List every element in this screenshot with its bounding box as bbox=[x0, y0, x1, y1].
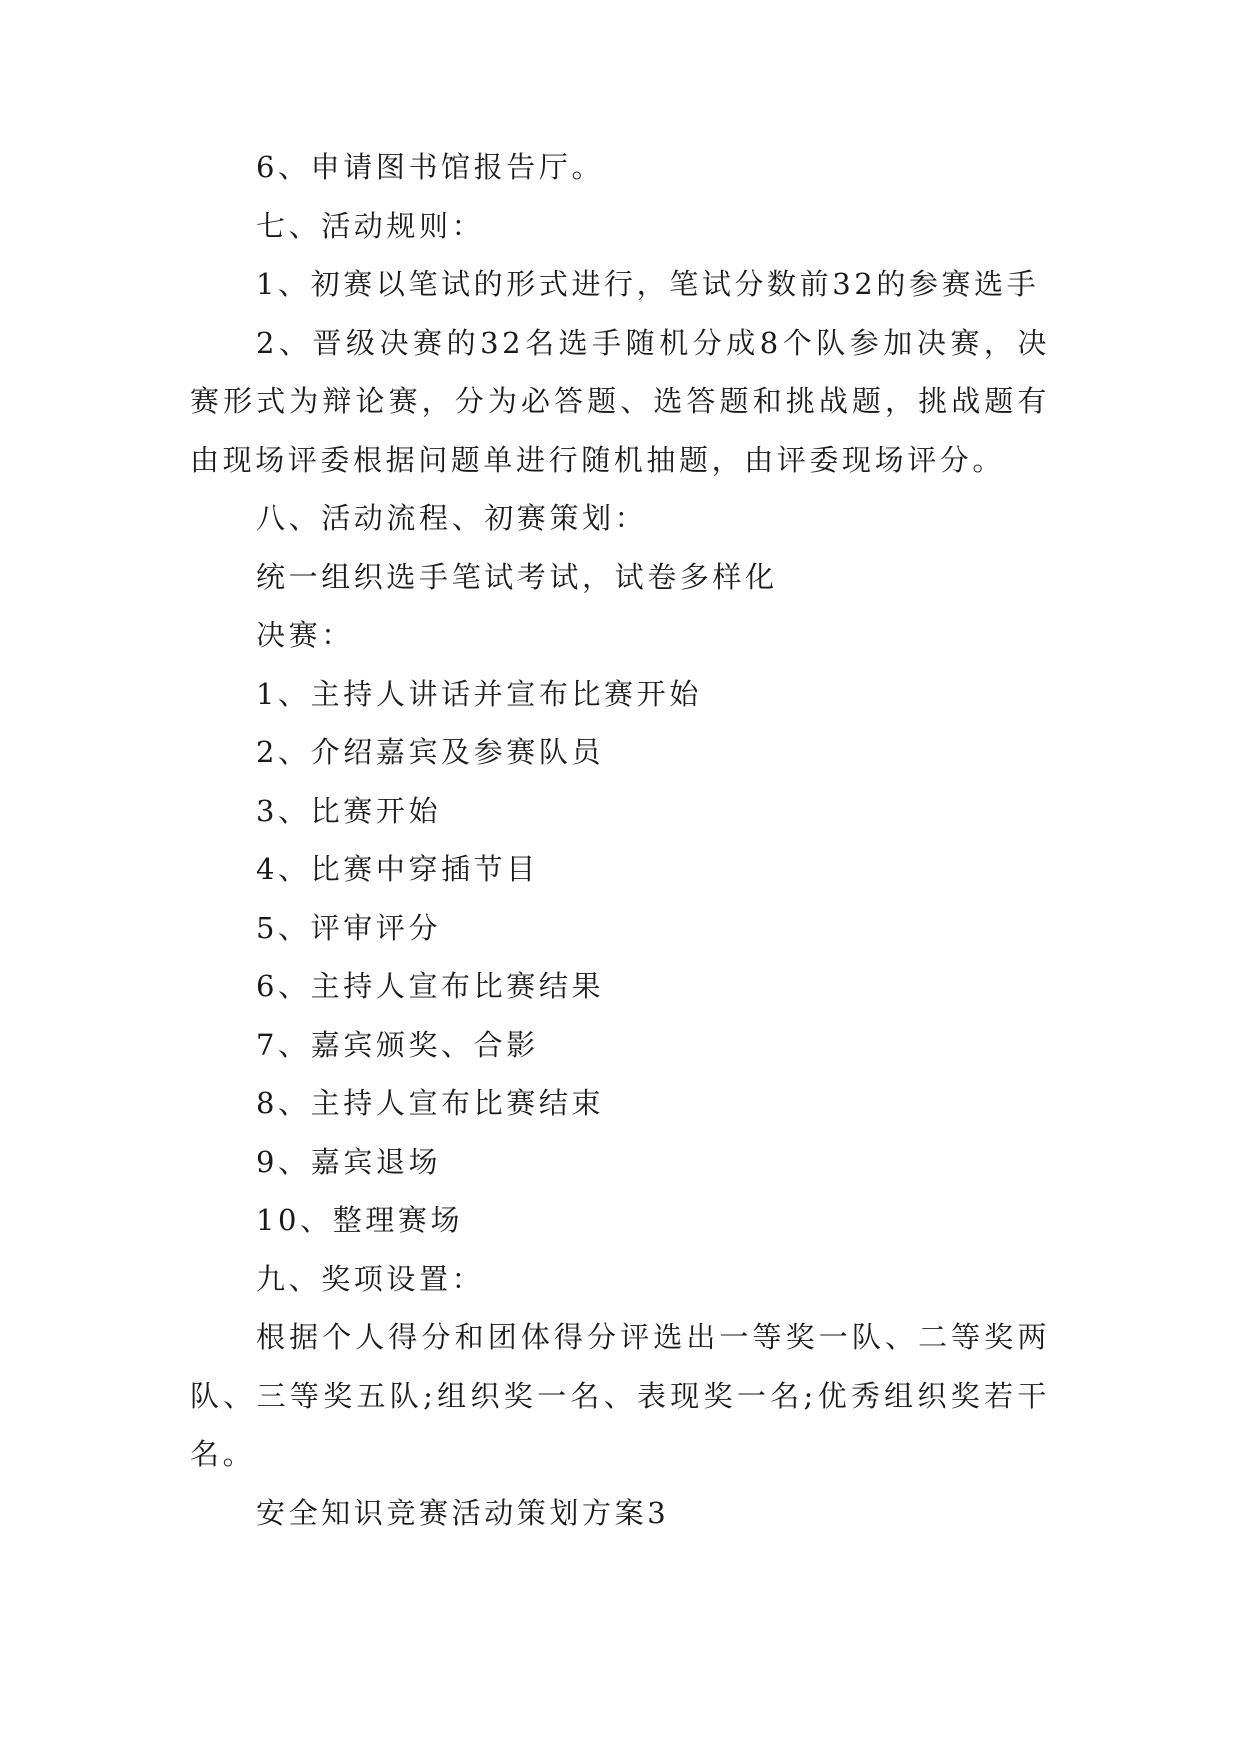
list-item: 9、嘉宾退场 bbox=[256, 1144, 442, 1179]
list-item: 3、比赛开始 bbox=[256, 793, 442, 828]
paragraph: 决赛： bbox=[256, 618, 354, 652]
section-heading: 八、活动流程、初赛策划： bbox=[256, 501, 648, 535]
list-item: 5、评审评分 bbox=[256, 910, 442, 945]
document-body bbox=[190, 138, 1050, 1542]
list-item: 10、整理赛场 bbox=[256, 1203, 464, 1237]
paragraph: 2、晋级决赛的32名选手随机分成8个队参加决赛，决赛形式为辩论赛，分为必答题、选答题和挑战题，挑战题有由现场评委根据问题单进行随机抽题，由评委现场评分。 bbox=[190, 325, 1050, 477]
section-heading: 九、奖项设置： bbox=[256, 1261, 485, 1296]
list-item: 7、嘉宾颁奖、合影 bbox=[256, 1027, 539, 1062]
document-title: 安全知识竞赛活动策划方案3 bbox=[256, 1495, 670, 1530]
list-item: 2、介绍嘉宾及参赛队员 bbox=[256, 735, 605, 769]
list-item: 8、主持人宣布比赛结束 bbox=[256, 1086, 605, 1120]
paragraph: 统一组织选手笔试考试，试卷多样化 bbox=[256, 559, 778, 594]
list-item: 4、比赛中穿插节目 bbox=[256, 852, 539, 886]
paragraph: 根据个人得分和团体得分评选出一等奖一队、二等奖两队、三等奖五队;组织奖一名、表现奖一名;优秀组织奖若干名。 bbox=[190, 1320, 1050, 1471]
list-item: 1、主持人讲话并宣布比赛开始 bbox=[256, 676, 702, 711]
list-item: 6、主持人宣布比赛结果 bbox=[256, 969, 605, 1003]
paragraph: 6、申请图书馆报告厅。 bbox=[256, 150, 605, 184]
section-heading: 七、活动规则： bbox=[256, 208, 485, 243]
paragraph: 1、初赛以笔试的形式进行，笔试分数前32的参赛选手 bbox=[256, 267, 1040, 301]
